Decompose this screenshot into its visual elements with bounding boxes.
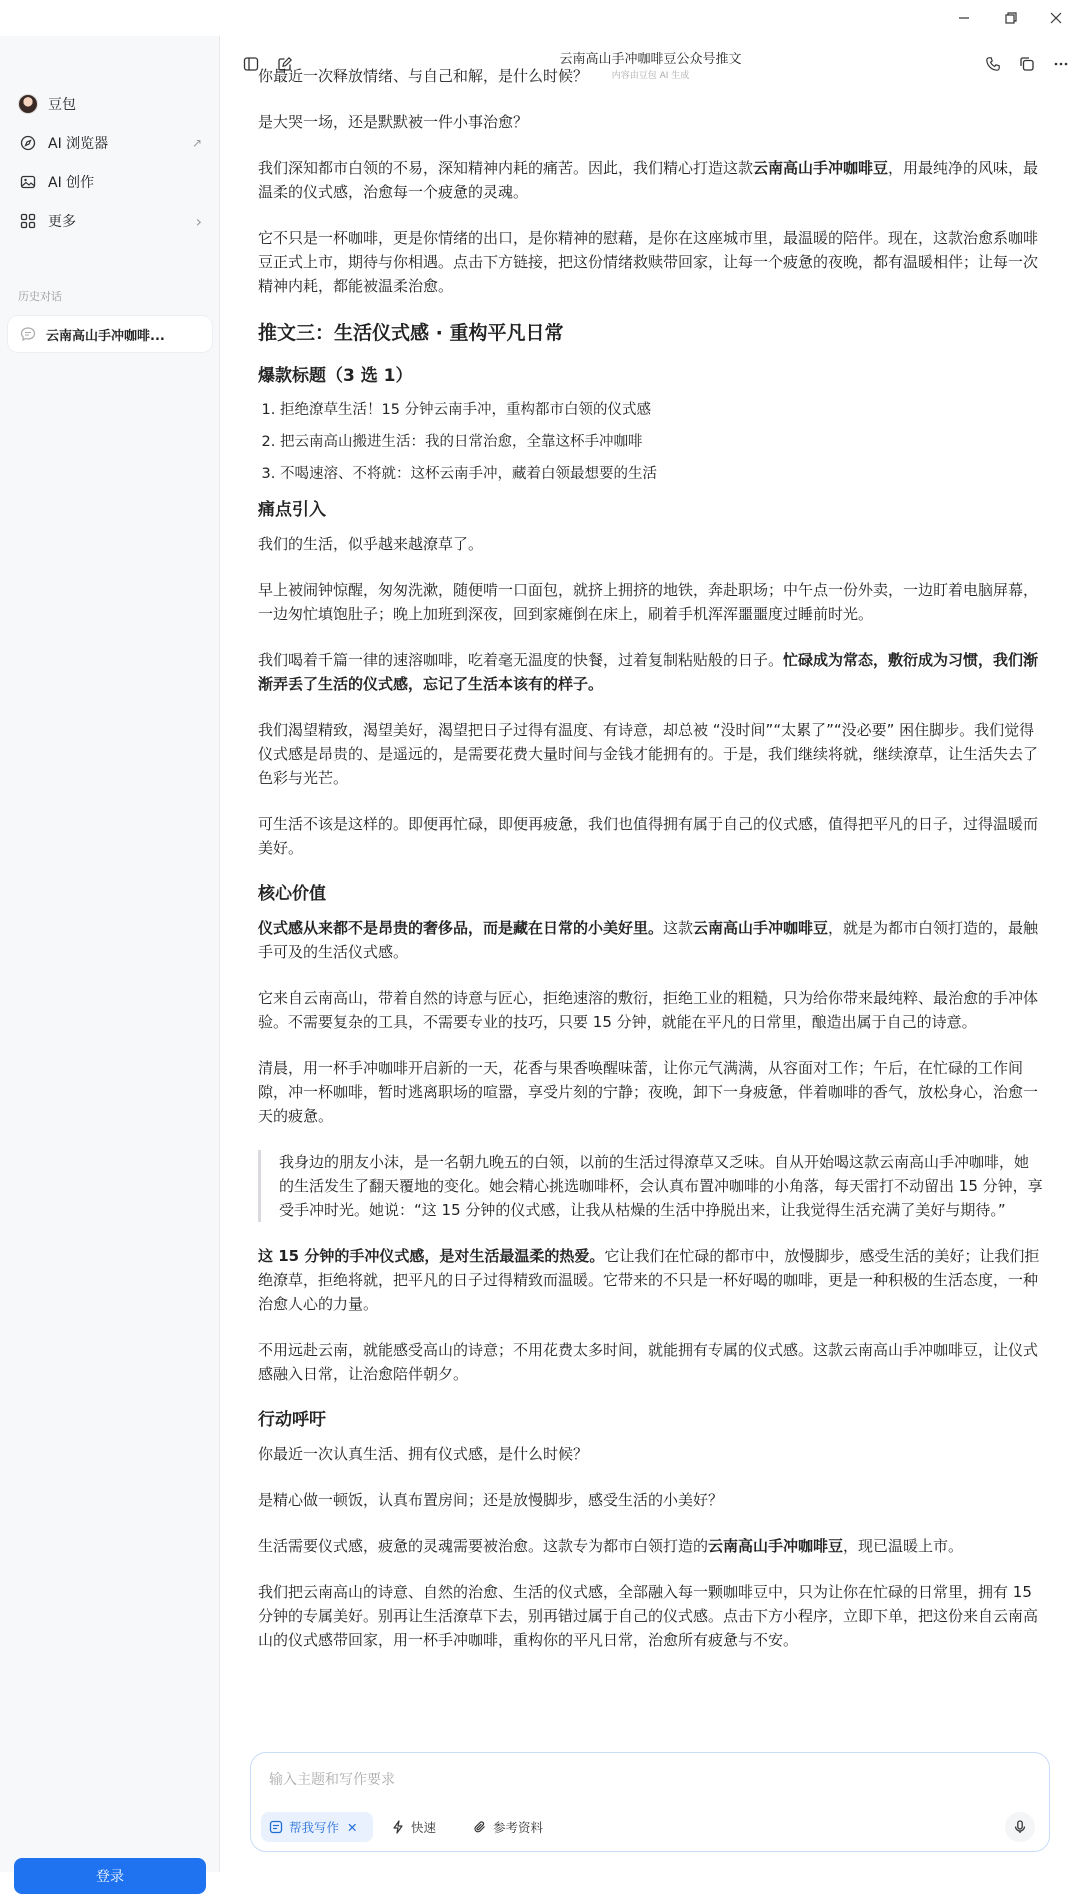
sub-heading: 痛点引入 [258, 500, 326, 520]
page-title: 云南高山手冲咖啡豆公众号推文 [559, 52, 742, 67]
paragraph: 我们的生活，似乎越来越潦草了。 [258, 535, 484, 553]
reference-button[interactable] [473, 1812, 543, 1842]
text-span: 这款 [663, 919, 694, 937]
paperclip-icon [473, 1820, 487, 1834]
text-span: ，现已温暖上市。 [843, 1537, 964, 1555]
compass-icon [18, 133, 38, 153]
writing-mode-chip[interactable] [261, 1812, 373, 1842]
bold-text: 忙碌成为常态，敷衍成为习惯，我们渐渐弄丢了生活的仪式感，忘记了生活本该有的样子。 [258, 651, 1039, 693]
sidebar-item-ai-browser[interactable] [8, 125, 212, 161]
bold-text: 这 15 分钟的手冲仪式感，是对生活最温柔的热爱。 [258, 1247, 605, 1265]
sub-heading: 爆款标题（3 选 1） [258, 366, 413, 386]
sidebar [0, 36, 220, 1885]
list-item: 3. 不喝速溶、不将就：这杯云南手冲，藏着白领最想要的生活 [280, 462, 1043, 486]
paragraph: 它不只是一杯咖啡，更是你情绪的出口，是你精神的慰藉，是你在这座城市里，最温暖的陪伴。现在，这款治愈系咖啡豆正式上市，期待与你相遇。点击下方链接，把这份情绪救赎带回家，让每一个疲惫的夜晚，都有温暖相伴；让每一次精神内耗，都能被温柔治愈。 [258, 229, 1039, 295]
paragraph: 你最近一次认真生活、拥有仪式感，是什么时候？ [258, 1445, 589, 1463]
title-list [280, 398, 1043, 486]
maximize-button[interactable] [1001, 8, 1021, 28]
bold-text: 云南高山手冲咖啡豆 [693, 919, 829, 937]
more-options-icon[interactable] [1051, 54, 1071, 74]
sidebar-item-more[interactable] [8, 203, 212, 239]
prompt-input[interactable] [269, 1765, 1029, 1793]
list-item: 2. 把云南高山搬进生活：我的日常治愈，全靠这杯手冲咖啡 [280, 430, 1043, 454]
list-item: 1. 拒绝潦草生活！15 分钟云南手冲，重构都市白领的仪式感 [280, 398, 1043, 422]
minimize-button[interactable] [954, 8, 974, 28]
section-heading: 推文三：生活仪式感 · 重构平凡日常 [258, 322, 564, 344]
history-item[interactable] [8, 316, 212, 352]
sub-heading: 行动呼吁 [258, 1410, 326, 1430]
pen-square-icon [269, 1820, 283, 1834]
paragraph [258, 156, 1043, 204]
text-span: ，就是为都市白领打造的，最触手可及的生活仪式感。 [258, 919, 1039, 961]
sidebar-item-label: AI 创作 [48, 175, 95, 191]
external-link-icon: ↗ [191, 136, 202, 150]
close-button[interactable] [1046, 8, 1066, 28]
paragraph [258, 1244, 1043, 1316]
chevron-right-icon: › [195, 211, 202, 231]
paragraph: 可生活不该是这样的。即便再忙碌，即便再疲惫，我们也值得拥有属于自己的仪式感，值得把平凡的日子，过得温暖而美好。 [258, 815, 1039, 857]
paragraph [258, 648, 1043, 696]
window-titlebar [0, 0, 1080, 36]
paragraph: 它来自云南高山，带着自然的诗意与匠心，拒绝速溶的敷衍，拒绝工业的粗糙，只为给你带来最纯粹、最治愈的手冲体验。不需要复杂的工具，不需要专业的技巧，只要 15 分钟，就能在平凡的日常里，酿造出属于自己的诗意。 [258, 989, 1039, 1031]
lightning-icon [391, 1820, 405, 1834]
paragraph: 清晨，用一杯手冲咖啡开启新的一天，花香与果香唤醒味蕾，让你元气满满，从容面对工作；午后，在忙碌的工作间隙，冲一杯咖啡，暂时逃离职场的喧嚣，享受片刻的宁静；夜晚，卸下一身疲惫，伴着咖啡的香气，放松身心，治愈一天的疲惫。 [258, 1059, 1039, 1125]
chip-label: 参考资料 [493, 1820, 544, 1835]
image-icon [18, 172, 38, 192]
chip-label: 帮我写作 [289, 1820, 340, 1835]
sidebar-item-label: 更多 [48, 214, 76, 230]
ai-generated-note: 内容由豆包 AI 生成 [611, 71, 690, 81]
sub-heading: 核心价值 [258, 884, 326, 904]
paragraph: 是大哭一场，还是默默被一件小事治愈？ [258, 113, 529, 131]
chip-label: 快速 [411, 1820, 437, 1835]
sidebar-user-label: 豆包 [48, 97, 76, 113]
paragraph: 早上被闹钟惊醒，匆匆洗漱，随便啃一口面包，就挤上拥挤的地铁，奔赴职场；中午点一份外卖，一边盯着电脑屏幕，一边匆忙填饱肚子；晚上加班到深夜，回到家瘫倒在床上，刷着手机浑浑噩噩度过睡前时光。 [258, 581, 1039, 623]
composer [250, 1752, 1050, 1852]
sidebar-item-user[interactable] [8, 86, 212, 122]
paragraph: 我们把云南高山的诗意、自然的治愈、生活的仪式感，全部融入每一颗咖啡豆中，只为让你在忙碌的日常里，拥有 15 分钟的专属美好。别再让生活潦草下去，别再错过属于自己的仪式感。点击下方小程序，立即下单，把这份来自云南高山的仪式感带回家，用一杯手冲咖啡，重构你的平凡日常，治愈所有疲惫与不安。 [258, 1583, 1039, 1649]
paragraph: 你最近一次释放情绪、与自己和解，是什么时候？ [258, 67, 589, 85]
paragraph: 我们渴望精致，渴望美好，渴望把日子过得有温度、有诗意，却总被 “没时间”“太累了”“没必要” 困住脚步。我们觉得仪式感是昂贵的、是遥远的，是需要花费大量时间与金钱才能拥有的。于是，我们继续将就，继续潦草，让生活失去了色彩与光芒。 [258, 721, 1039, 787]
grid-icon [18, 211, 38, 231]
remove-chip-icon[interactable]: ✕ [347, 1819, 358, 1835]
text-span: ，用最纯净的风味，最温柔的仪式感，治愈每一个疲惫的灵魂。 [258, 159, 1039, 201]
avatar [18, 94, 38, 114]
paragraph: 不用远赴云南，就能感受高山的诗意；不用花费太多时间，就能拥有专属的仪式感。这款云南高山手冲咖啡豆，让仪式感融入日常，让治愈陪伴朝夕。 [258, 1341, 1039, 1383]
chat-icon [20, 326, 36, 342]
paragraph: 是精心做一顿饭，认真布置房间；还是放慢脚步，感受生活的小美好？ [258, 1491, 724, 1509]
paragraph [258, 916, 1043, 964]
fast-mode-button[interactable] [391, 1812, 436, 1842]
sidebar-item-label: AI 浏览器 [48, 136, 109, 152]
bold-text: 仪式感从来都不是昂贵的奢侈品，而是藏在日常的小美好里。 [258, 919, 664, 937]
text-span: 生活需要仪式感，疲惫的灵魂需要被治愈。这款专为都市白领打造的 [258, 1537, 709, 1555]
history-section-label: 历史对话 [18, 290, 62, 303]
text-span: 我们深知都市白领的不易，深知精神内耗的痛苦。因此，我们精心打造这款 [258, 159, 754, 177]
bold-text: 云南高山手冲咖啡豆 [708, 1537, 844, 1555]
bold-text: 云南高山手冲咖啡豆 [753, 159, 889, 177]
history-item-label: 云南高山手冲咖啡... [46, 328, 165, 344]
login-button[interactable]: 登录 [14, 1858, 206, 1894]
sidebar-item-ai-create[interactable] [8, 164, 212, 200]
microphone-icon[interactable] [1005, 1812, 1035, 1842]
text-span: 我们喝着千篇一律的速溶咖啡，吃着毫无温度的快餐，过着复制粘贴般的日子。 [258, 651, 784, 669]
quote-block [258, 1150, 1043, 1222]
quote-text: 我身边的朋友小沫，是一名朝九晚五的白领，以前的生活过得潦草又乏味。自从开始喝这款云南高山手冲咖啡，她的生活发生了翻天覆地的变化。她会精心挑选咖啡杯，会认真布置冲咖啡的小角落，每天雷打不动留出 15 分钟，享受手冲时光。她说：“这 15 分钟的仪式感，让我从枯燥的生活中挣脱出来，让我觉得生活充满了美好与期待。” [279, 1153, 1043, 1219]
text-span: 它让我们在忙碌的都市中，放慢脚步，感受生活的美好；让我们拒绝潦草，拒绝将就，把平凡的日子过得精致而温暖。它带来的不只是一杯好喝的咖啡，更是一种积极的生活态度，一种治愈人心的力量。 [258, 1247, 1040, 1313]
paragraph [258, 1534, 1043, 1558]
